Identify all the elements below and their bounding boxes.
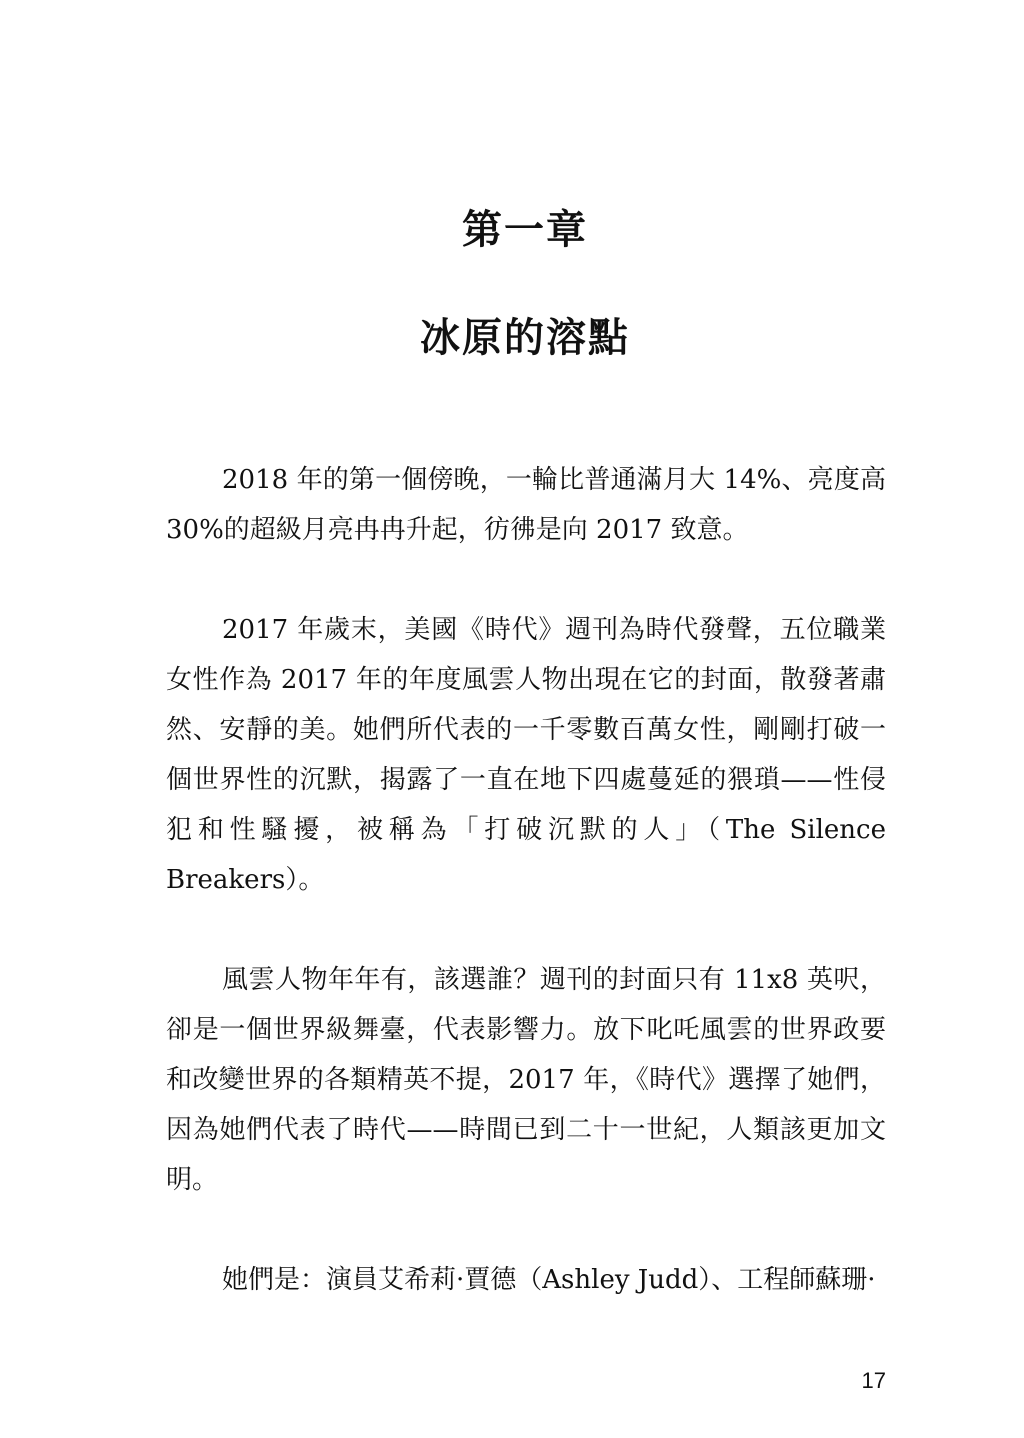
paragraph-time-magazine: 2017 年歲末，美國《時代》週刊為時代發聲，五位職業女性作為 2017 年的年度風雲人物出現在它的封面，散發著肅然、安靜的美。她們所代表的一千零數百萬女性，剛剛打破一個世界性的沉默，揭露了一直在地下四處蔓延的猥瑣——性侵犯和性騷擾，被稱為「打破沉默的人」（The Silence Breakers）。 — [166, 615, 886, 895]
chapter-title: 冰原的溶點 — [420, 314, 630, 361]
page-number: 17 — [861, 1368, 886, 1393]
paragraph-person-of-year: 風雲人物年年有，該選誰？週刊的封面只有 11x8 英呎，卻是一個世界級舞臺，代表影響力。放下叱吒風雲的世界政要和改變世界的各類精英不提，2017 年，《時代》選擇了她們，因為她們代表了時代——時間已到二十一世紀，人類該更加文明。 — [166, 965, 886, 1195]
paragraph-who-they-are: 她們是：演員艾希莉·賈德（Ashley Judd）、工程師蘇珊· — [222, 1265, 876, 1295]
paragraph-supermoon: 2018 年的第一個傍晚，一輪比普通滿月大 14%、亮度高 30%的超級月亮冉冉升起，彷彿是向 2017 致意。 — [166, 465, 886, 545]
chapter-number: 第一章 — [462, 206, 588, 253]
body-text — [166, 455, 886, 1355]
